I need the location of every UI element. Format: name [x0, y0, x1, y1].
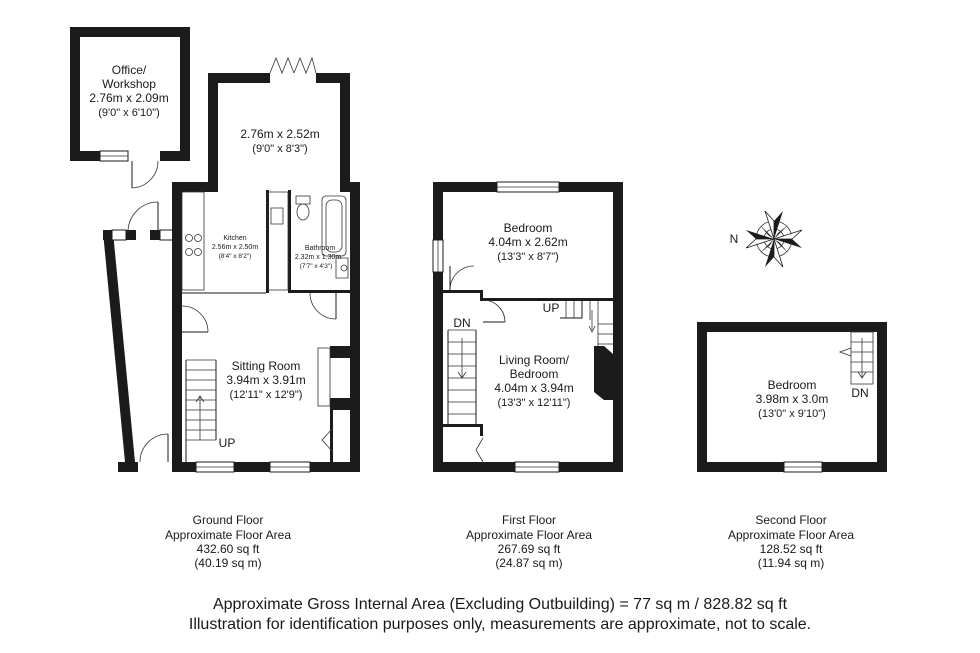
first-stairs-up-label: UP — [542, 301, 560, 315]
first-bedroom-label: Bedroom — [503, 221, 553, 235]
chimney-breast — [594, 346, 613, 400]
first-floor-sqft: 267.69 sq ft — [497, 542, 561, 556]
ground-floor-sqm: (40.19 sq m) — [194, 556, 262, 570]
gross-internal-area: Approximate Gross Internal Area (Excluding Outbuilding) = 77 sq m / 828.82 sq ft — [212, 596, 788, 613]
kitchen-dimensions-ft: (8'4" x 8'2") — [218, 253, 252, 260]
ground-stairs-up-label: UP — [218, 436, 236, 450]
toilet-icon — [296, 196, 310, 204]
basin-icon — [336, 258, 348, 278]
compass-north-label: N — [729, 232, 739, 246]
living-room-dimensions-ft: (13'3" x 12'11") — [497, 397, 571, 409]
kitchen-dimensions-m: 2.56m x 2.50m — [211, 244, 259, 251]
second-floor-sqft: 128.52 sq ft — [759, 542, 823, 556]
second-floor-name: Second Floor — [755, 513, 827, 527]
second-floor-sqm: (11.94 sq m) — [757, 556, 825, 570]
second-bedroom-label: Bedroom — [767, 378, 817, 392]
kitchen-label: Kitchen — [223, 235, 247, 242]
office-label-2: Workshop — [102, 77, 156, 91]
bifold-doors — [270, 58, 316, 73]
first-floor-caption: Approximate Floor Area — [465, 528, 593, 542]
kitchen-worktop — [182, 192, 204, 290]
first-floor-sqm: (24.87 sq m) — [495, 556, 563, 570]
second-staircase — [840, 332, 873, 384]
first-floor-name: First Floor — [502, 513, 556, 527]
fireplace — [318, 348, 330, 406]
sitting-room-dimensions-ft: (12'11" x 12'9") — [229, 389, 303, 401]
bathroom-label: Bathroom — [304, 245, 336, 252]
bathroom-dimensions-m: 2.32m x 1.30m — [294, 254, 342, 261]
ground-floor-sqft: 432.60 sq ft — [196, 542, 260, 556]
first-stairs-down-label: DN — [453, 316, 471, 330]
disclaimer: Illustration for identification purposes only, measurements are approximate, not to scale. — [188, 616, 812, 633]
hob-icon — [186, 235, 202, 256]
ground-staircase — [186, 360, 216, 462]
sink-icon — [271, 208, 283, 224]
sitting-room-label: Sitting Room — [231, 359, 301, 373]
office-label: Office/ — [111, 63, 147, 77]
second-bedroom-dimensions-m: 3.98m x 3.0m — [755, 392, 829, 406]
garden-room-dimensions-ft: (9'0" x 8'3") — [252, 143, 308, 155]
office-dimensions-ft: (9'0" x 6'10") — [98, 107, 160, 119]
first-down-staircase — [448, 330, 476, 424]
first-bedroom-dimensions-m: 4.04m x 2.62m — [488, 235, 568, 249]
ground-floor-caption: Approximate Floor Area — [164, 528, 292, 542]
second-bedroom-dimensions-ft: (13'0" x 9'10") — [758, 408, 826, 420]
living-room-label-2: Bedroom — [509, 367, 559, 381]
second-floor-caption: Approximate Floor Area — [727, 528, 855, 542]
office-dimensions-m: 2.76m x 2.09m — [89, 91, 169, 105]
living-room-label: Living Room/ — [498, 353, 570, 367]
second-stairs-down-label: DN — [851, 386, 869, 400]
ground-east-wall — [350, 182, 360, 472]
ground-west-wall — [172, 182, 182, 472]
first-up-staircase — [560, 298, 613, 350]
garden-room-dimensions-m: 2.76m x 2.52m — [240, 127, 320, 141]
ground-left-wall — [103, 232, 135, 462]
ground-floor-name: Ground Floor — [192, 513, 264, 527]
bathroom-dimensions-ft: (7'7" x 4'3") — [299, 263, 333, 270]
first-bedroom-dimensions-ft: (13'3" x 8'7") — [497, 251, 559, 263]
sitting-room-dimensions-m: 3.94m x 3.91m — [226, 373, 306, 387]
compass-rose-icon — [746, 211, 802, 267]
living-room-dimensions-m: 4.04m x 3.94m — [494, 381, 574, 395]
